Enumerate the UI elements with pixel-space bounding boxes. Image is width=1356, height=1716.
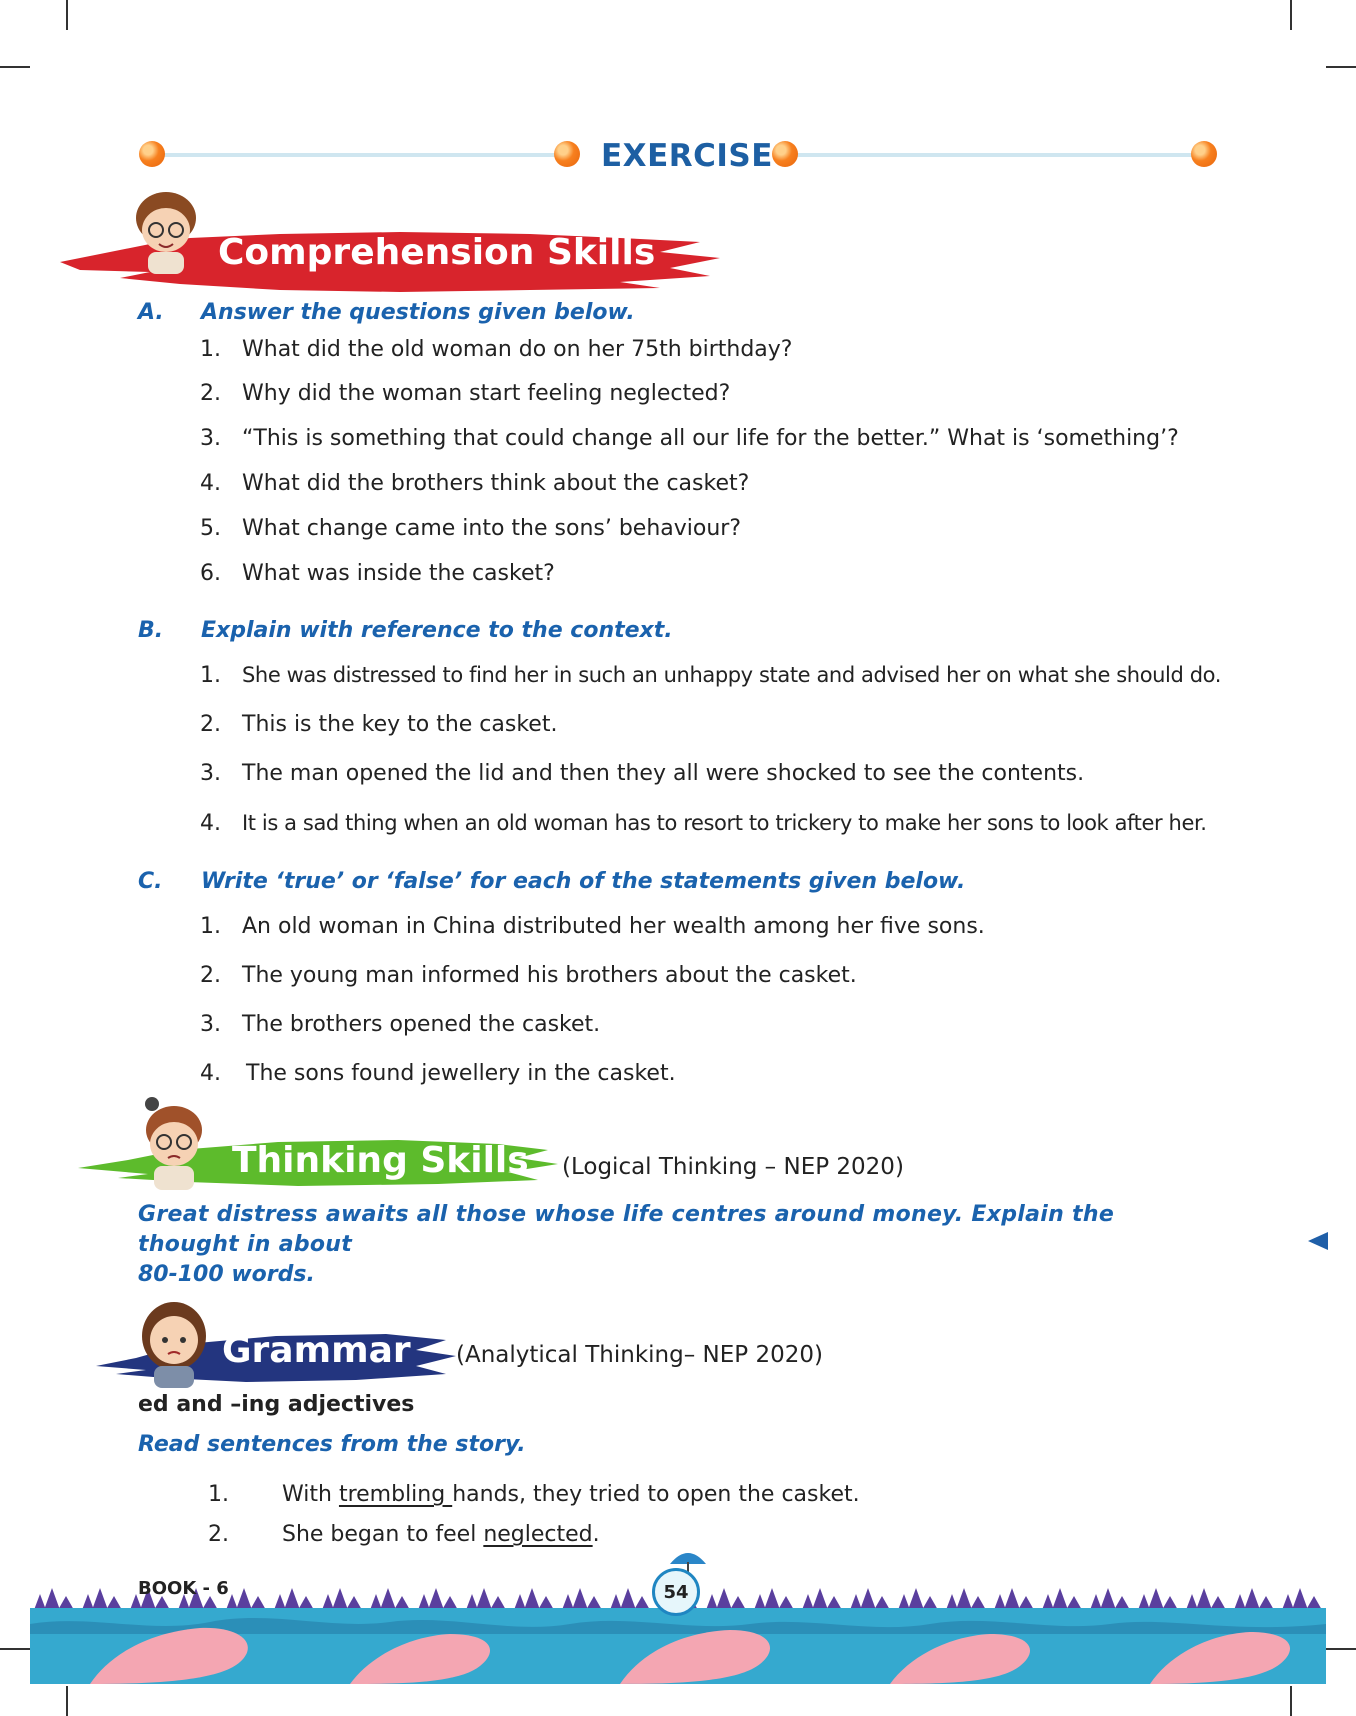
crop-mark [66,1686,68,1716]
thinking-boy-icon [134,1094,214,1194]
question-number: 3. [200,761,221,786]
question-item: This is the key to the casket. [242,712,558,737]
exercise-title: EXERCISE [601,138,773,174]
sentence-number: 2. [208,1522,229,1547]
question-item: The man opened the lid and then they all were shocked to see the contents. [242,761,1085,786]
thinking-prompt [138,1200,1218,1290]
section-a-label: A. [138,300,164,325]
sentence-text: She began to feel [282,1522,484,1547]
crop-mark [0,66,30,68]
question-number: 4. [200,471,221,496]
sentence-text: hands, they tried to open the casket. [452,1482,860,1507]
question-number: 1. [200,663,221,688]
orange-dot-icon [1191,141,1217,167]
crop-mark [1290,0,1292,30]
grammar-instruction: Read sentences from the story. [138,1432,526,1457]
question-item: It is a sad thing when an old woman has to resort to trickery to make her sons to look after her. [242,811,1207,835]
side-marker-icon [1308,1232,1328,1250]
crop-mark [66,0,68,30]
question-number: 4. [200,811,221,836]
grammar-title: Grammar [222,1330,411,1371]
header-rule-left [152,153,560,157]
crop-mark [0,1648,30,1650]
question-number: 2. [200,712,221,737]
girl-avatar-icon [134,1290,214,1390]
statement-number: 3. [200,1012,221,1037]
statement-number: 1. [200,914,221,939]
crop-mark [1326,66,1356,68]
underlined-adjective: neglected [483,1522,593,1547]
section-c-heading: Write ‘true’ or ‘false’ for each of the statements given below. [201,869,966,894]
question-item: What was inside the casket? [242,561,555,586]
book-label: BOOK - 6 [138,1578,229,1599]
question-item: “This is something that could change all our life for the better.” What is ‘something’? [242,426,1179,451]
section-b-label: B. [138,618,164,643]
thinking-prompt-line1: Great distress awaits all those whose life centres around money. Explain the thought in about [138,1202,1115,1257]
question-item: What change came into the sons’ behaviour? [242,516,742,541]
section-c-label: C. [138,869,163,894]
section-b-heading: Explain with reference to the context. [201,618,673,643]
orange-dot-icon [554,141,580,167]
orange-dot-icon [139,141,165,167]
statement-number: 4. [200,1061,221,1086]
question-item: What did the brothers think about the casket? [242,471,750,496]
crop-mark [1290,1686,1292,1716]
question-number: 5. [200,516,221,541]
comprehension-title: Comprehension Skills [218,232,656,273]
statement-item: An old woman in China distributed her wealth among her five sons. [242,914,985,939]
thinking-title: Thinking Skills [232,1140,529,1181]
question-item: What did the old woman do on her 75th birthday? [242,337,793,362]
sentence-item [282,1482,860,1507]
question-number: 2. [200,381,221,406]
statement-item: The brothers opened the casket. [242,1012,601,1037]
statement-number: 2. [200,963,221,988]
statement-item: The young man informed his brothers about the casket. [242,963,857,988]
boy-avatar-icon [126,188,206,278]
crop-mark [1326,1648,1356,1650]
sentence-text: . [592,1522,600,1547]
grammar-subtitle: ed and –ing adjectives [138,1392,415,1417]
question-item: She was distressed to find her in such an unhappy state and advised her on what she should do. [242,663,1221,687]
grammar-note: (Analytical Thinking– NEP 2020) [456,1342,823,1368]
orange-dot-icon [772,141,798,167]
thinking-prompt-line2: 80-100 words. [138,1262,315,1287]
section-a-heading: Answer the questions given below. [201,300,635,325]
statement-item: The sons found jewellery in the casket. [246,1061,676,1086]
sentence-number: 1. [208,1482,229,1507]
sentence-item [282,1522,600,1547]
thinking-note: (Logical Thinking – NEP 2020) [562,1154,904,1180]
header-rule-right [792,153,1200,157]
sentence-text: With [282,1482,339,1507]
question-item: Why did the woman start feeling neglected? [242,381,731,406]
underlined-adjective: trembling [338,1482,453,1507]
page-number: 54 [652,1568,700,1616]
question-number: 6. [200,561,221,586]
question-number: 1. [200,337,221,362]
question-number: 3. [200,426,221,451]
